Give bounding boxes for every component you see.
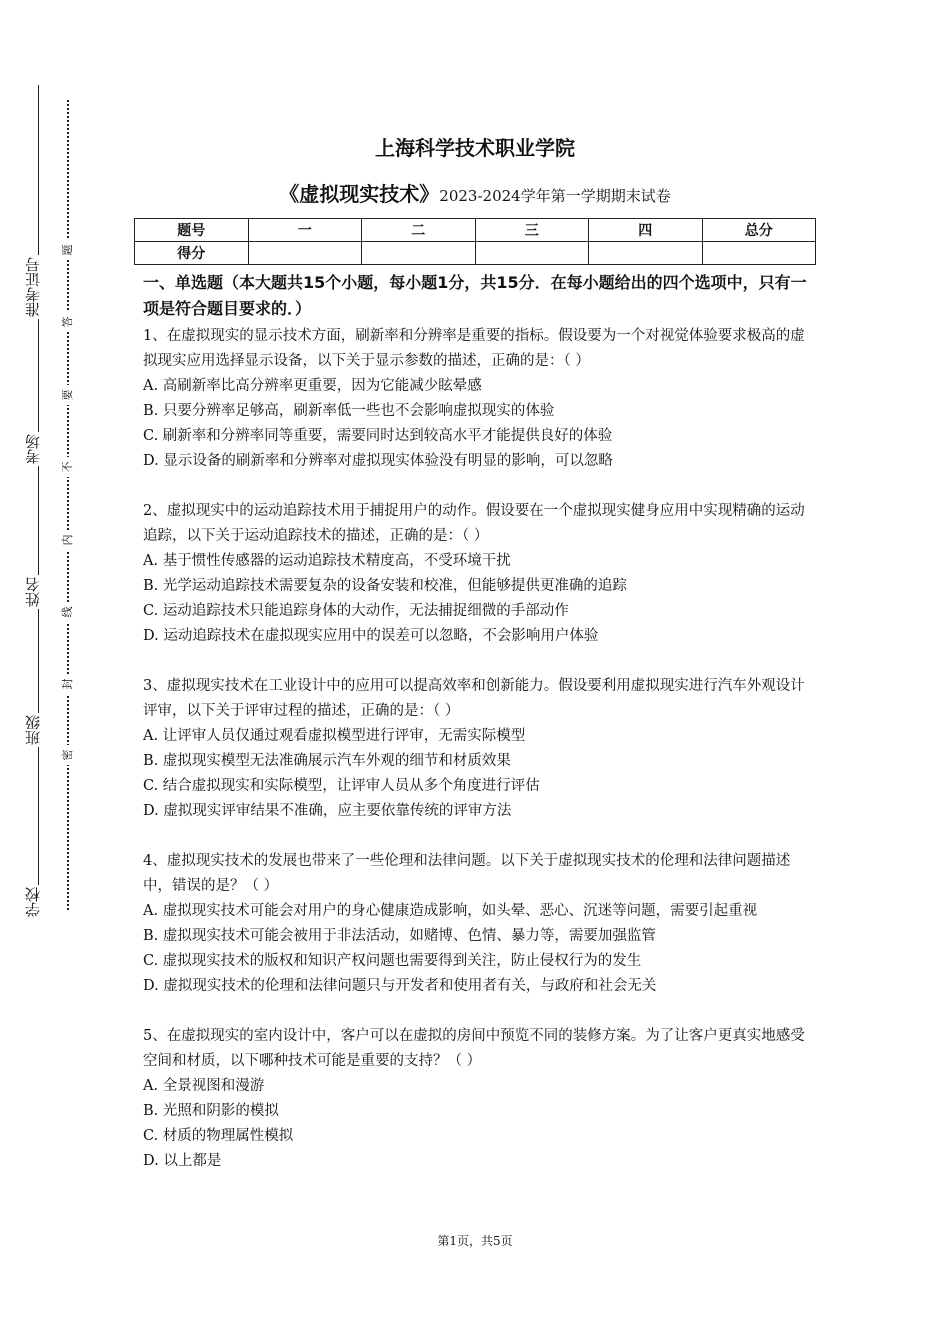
question-stem: 1、在虚拟现实的显示技术方面，刷新率和分辨率是重要的指标。假设要为一个对视觉体验要求极高的虚拟现实应用选择显示设备，以下关于显示参数的描述，正确的是：（ ） <box>143 328 805 369</box>
question <box>143 849 813 999</box>
field-school-label: 学校 <box>18 885 48 919</box>
score-table-header: 一 <box>248 219 362 242</box>
seal-dotted-line <box>67 100 69 910</box>
field-exam-number-label: 准考证号 <box>18 255 48 319</box>
question <box>143 324 813 474</box>
page-footer: 第1页，共5页 <box>437 1234 513 1248</box>
score-cell <box>702 242 816 265</box>
field-name-label: 姓名 <box>18 575 48 609</box>
score-row-label: 得分 <box>135 242 249 265</box>
field-class-label: 班级 <box>18 713 48 747</box>
score-cell <box>475 242 589 265</box>
option: B. 只要分辨率足够高，刷新率低一些也不会影响虚拟现实的体验 <box>143 403 555 419</box>
question-stem: 4、虚拟现实技术的发展也带来了一些伦理和法律问题。以下关于虚拟现实技术的伦理和法律问题描述中，错误的是？（ ） <box>143 853 791 894</box>
question <box>143 674 813 824</box>
course-name: 《虚拟现实技术》 <box>279 182 440 206</box>
score-cell <box>362 242 476 265</box>
seal-char: 不 <box>61 457 75 477</box>
seal-char: 密 <box>61 745 75 765</box>
exam-content <box>143 270 813 1199</box>
option: D. 运动追踪技术在虚拟现实应用中的误差可以忽略，不会影响用户体验 <box>143 628 599 644</box>
exam-term: 2023-2024学年第一学期期末试卷 <box>439 187 671 205</box>
score-table-header: 四 <box>589 219 703 242</box>
question <box>143 499 813 649</box>
question <box>143 1024 813 1174</box>
option: A. 虚拟现实技术可能会对用户的身心健康造成影响，如头晕、恶心、沉迷等问题，需要引起重视 <box>143 903 758 919</box>
option: C. 结合虚拟现实和实际模型，让评审人员从多个角度进行评估 <box>143 778 540 794</box>
seal-char: 要 <box>61 385 75 405</box>
score-table-header: 二 <box>362 219 476 242</box>
option: B. 光照和阴影的模拟 <box>143 1103 279 1119</box>
score-table-header: 三 <box>475 219 589 242</box>
option: D. 显示设备的刷新率和分辨率对虚拟现实体验没有明显的影响，可以忽略 <box>143 453 613 469</box>
option: B. 光学运动追踪技术需要复杂的设备安装和校准，但能够提供更准确的追踪 <box>143 578 627 594</box>
option: A. 基于惯性传感器的运动追踪技术精度高，不受环境干扰 <box>143 553 511 569</box>
option: B. 虚拟现实模型无法准确展示汽车外观的细节和材质效果 <box>143 753 511 769</box>
option: D. 虚拟现实评审结果不准确，应主要依靠传统的评审方法 <box>143 803 512 819</box>
option: D. 以上都是 <box>143 1153 222 1169</box>
score-cell <box>248 242 362 265</box>
question-stem: 5、在虚拟现实的室内设计中，客户可以在虚拟的房间中预览不同的装修方案。为了让客户更真实地感受空间和材质，以下哪种技术可能是重要的支持？（ ） <box>143 1028 805 1069</box>
question-stem: 3、虚拟现实技术在工业设计中的应用可以提高效率和创新能力。假设要利用虚拟现实进行汽车外观设计评审，以下关于评审过程的描述，正确的是：（ ） <box>143 678 805 719</box>
score-table-header: 题号 <box>135 219 249 242</box>
exam-title <box>0 178 950 207</box>
score-table-header: 总分 <box>702 219 816 242</box>
score-cell <box>589 242 703 265</box>
seal-char: 线 <box>61 602 75 622</box>
option: D. 虚拟现实技术的伦理和法律问题只与开发者和使用者有关，与政府和社会无关 <box>143 978 657 994</box>
section-title: 一、单选题（本大题共15个小题，每小题1分，共15分．在每小题给出的四个选项中，只有一项是符合题目要求的．） <box>143 273 807 318</box>
seal-char: 内 <box>61 530 75 550</box>
option: B. 虚拟现实技术可能会被用于非法活动，如赌博、色情、暴力等，需要加强监管 <box>143 928 656 944</box>
option: A. 全景视图和漫游 <box>143 1078 265 1094</box>
seal-char: 答 <box>61 312 75 332</box>
binding-line <box>38 85 39 910</box>
score-table-header-row <box>135 219 816 242</box>
seal-char: 封 <box>61 674 75 694</box>
option: A. 让评审人员仅通过观看虚拟模型进行评审，无需实际模型 <box>143 728 526 744</box>
option: C. 运动追踪技术只能追踪身体的大动作，无法捕捉细微的手部动作 <box>143 603 569 619</box>
score-table <box>134 218 816 265</box>
option: C. 虚拟现实技术的版权和知识产权问题也需要得到关注，防止侵权行为的发生 <box>143 953 642 969</box>
score-table-score-row <box>135 242 816 265</box>
school-name: 上海科学技术职业学院 <box>375 136 575 160</box>
field-exam-room-label: 考场 <box>18 432 48 466</box>
option: C. 材质的物理属性模拟 <box>143 1128 294 1144</box>
seal-char: 题 <box>61 240 75 260</box>
question-stem: 2、虚拟现实中的运动追踪技术用于捕捉用户的动作。假设要在一个虚拟现实健身应用中实现精确的运动追踪，以下关于运动追踪技术的描述，正确的是：（ ） <box>143 503 805 544</box>
option: C. 刷新率和分辨率同等重要，需要同时达到较高水平才能提供良好的体验 <box>143 428 613 444</box>
option: A. 高刷新率比高分辨率更重要，因为它能减少眩晕感 <box>143 378 482 394</box>
